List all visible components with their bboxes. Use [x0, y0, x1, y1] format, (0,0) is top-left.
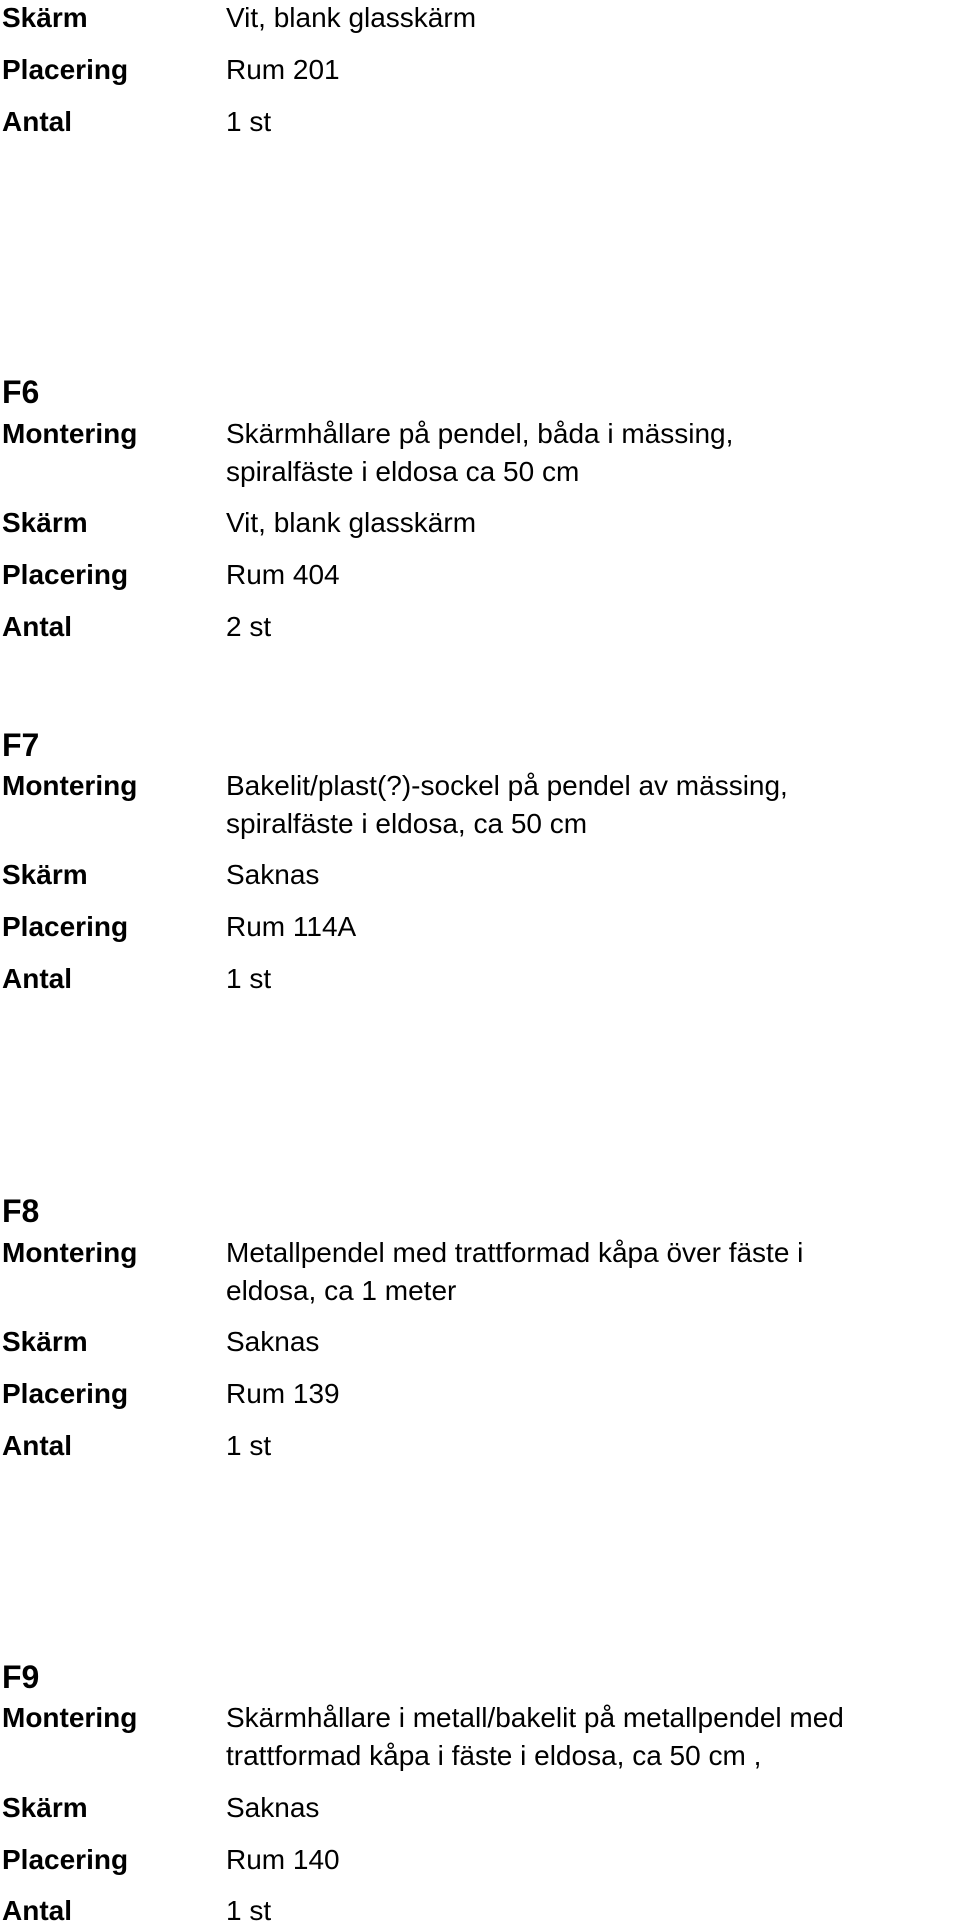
montering-label: Montering [2, 1237, 138, 1268]
skarm-label: Skärm [2, 507, 88, 538]
antal-label: Antal [2, 1430, 72, 1461]
placering-label: Placering [2, 911, 129, 942]
skarm-value: Saknas [226, 1792, 320, 1823]
montering-value-line1: Metallpendel med trattformad kåpa över fäste i [226, 1237, 804, 1268]
entry-title: F6 [2, 374, 40, 410]
placering-label: Placering [2, 1378, 129, 1409]
skarm-label: Skärm [2, 1326, 88, 1357]
montering-value-line2: trattformad kåpa i fäste i eldosa, ca 50 cm , [226, 1740, 762, 1771]
skarm-value: Saknas [226, 859, 320, 890]
placering-label: Placering [2, 1844, 129, 1875]
antal-value: 1 st [226, 963, 272, 994]
entry-title: F7 [2, 727, 40, 763]
placering-value: Rum 114A [226, 911, 357, 942]
antal-label: Antal [2, 1895, 72, 1926]
skarm-value: Vit, blank glasskärm [226, 507, 477, 538]
skarm-label: Skärm [2, 2, 88, 33]
skarm-value: Saknas [226, 1326, 320, 1357]
placering-value: Rum 140 [226, 1844, 340, 1875]
skarm-value: Vit, blank glasskärm [226, 2, 477, 33]
montering-label: Montering [2, 770, 138, 801]
placering-label: Placering [2, 559, 129, 590]
skarm-label: Skärm [2, 859, 88, 890]
antal-label: Antal [2, 611, 72, 642]
entry-title: F8 [2, 1193, 40, 1229]
montering-value-line2: spiralfäste i eldosa, ca 50 cm [226, 808, 588, 839]
antal-value: 2 st [226, 611, 272, 642]
montering-value-line2: eldosa, ca 1 meter [226, 1275, 457, 1306]
placering-label: Placering [2, 54, 129, 85]
montering-value-line1: Skärmhållare på pendel, båda i mässing, [226, 418, 734, 449]
placering-value: Rum 404 [226, 559, 340, 590]
montering-value-line1: Bakelit/plast(?)-sockel på pendel av mässing, [226, 770, 788, 801]
placering-value: Rum 139 [226, 1378, 340, 1409]
antal-label: Antal [2, 963, 72, 994]
montering-value-line1: Skärmhållare i metall/bakelit på metallpendel med [226, 1702, 844, 1733]
montering-value-line2: spiralfäste i eldosa ca 50 cm [226, 456, 580, 487]
antal-value: 1 st [226, 106, 272, 137]
montering-label: Montering [2, 418, 138, 449]
antal-value: 1 st [226, 1430, 272, 1461]
placering-value: Rum 201 [226, 54, 340, 85]
antal-value: 1 st [226, 1895, 272, 1926]
entry-title: F9 [2, 1659, 40, 1695]
montering-label: Montering [2, 1702, 138, 1733]
antal-label: Antal [2, 106, 72, 137]
skarm-label: Skärm [2, 1792, 88, 1823]
